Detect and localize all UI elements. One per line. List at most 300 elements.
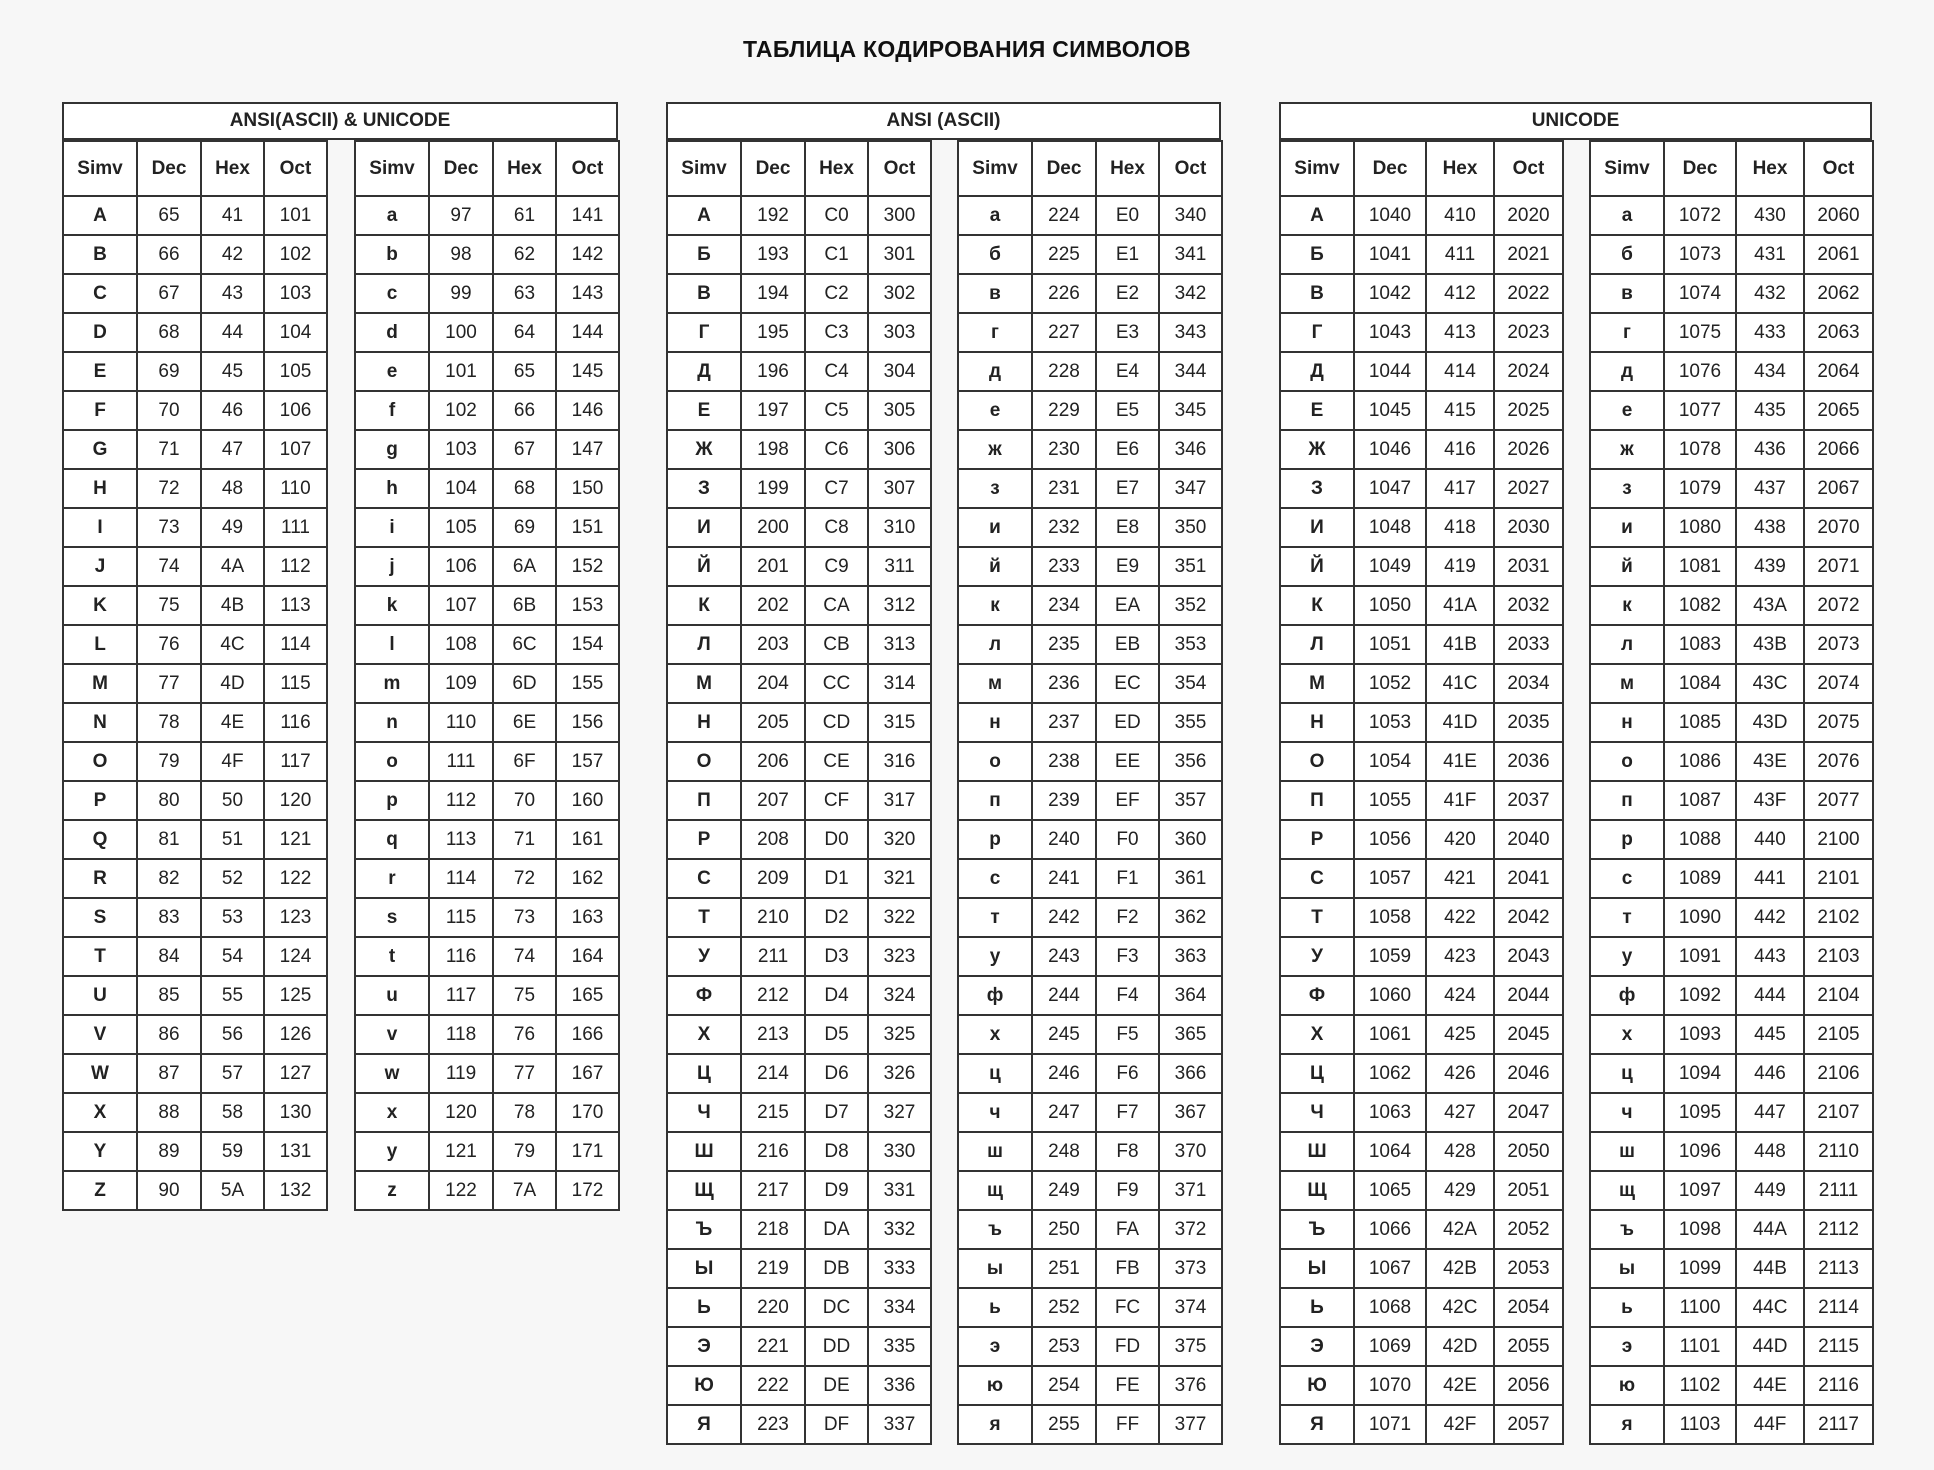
dec-cell: 231 (1032, 469, 1096, 508)
hex-cell: 66 (493, 391, 556, 430)
oct-cell: 146 (556, 391, 619, 430)
symbol-cell: О (1280, 742, 1354, 781)
table-row (958, 1054, 1222, 1093)
symbol-cell: Б (1280, 235, 1354, 274)
table-header-row (667, 141, 931, 196)
oct-cell: 150 (556, 469, 619, 508)
table-row (1590, 664, 1873, 703)
symbol-cell: Х (1280, 1015, 1354, 1054)
column-header-oct: Oct (264, 141, 327, 196)
hex-cell: 68 (493, 469, 556, 508)
hex-cell: 447 (1736, 1093, 1804, 1132)
dec-cell: 1070 (1354, 1366, 1426, 1405)
dec-cell: 204 (741, 664, 805, 703)
dec-cell: 1063 (1354, 1093, 1426, 1132)
oct-cell: 2073 (1804, 625, 1873, 664)
table-row (1590, 742, 1873, 781)
symbol-cell: Ц (667, 1054, 741, 1093)
symbol-cell: д (958, 352, 1032, 391)
symbol-cell: s (355, 898, 429, 937)
symbol-cell: Ж (1280, 430, 1354, 469)
hex-cell: D6 (805, 1054, 868, 1093)
table-row (1280, 547, 1563, 586)
symbol-cell: ф (958, 976, 1032, 1015)
oct-cell: 2063 (1804, 313, 1873, 352)
symbol-cell: с (1590, 859, 1664, 898)
oct-cell: 2037 (1494, 781, 1563, 820)
symbol-cell: l (355, 625, 429, 664)
oct-cell: 171 (556, 1132, 619, 1171)
hex-cell: 419 (1426, 547, 1494, 586)
dec-cell: 207 (741, 781, 805, 820)
dec-cell: 1078 (1664, 430, 1736, 469)
table-row (1590, 898, 1873, 937)
symbol-cell: п (1590, 781, 1664, 820)
table-row (958, 898, 1222, 937)
hex-cell: C3 (805, 313, 868, 352)
hex-cell: E3 (1096, 313, 1159, 352)
table-row (355, 235, 619, 274)
symbol-cell: т (958, 898, 1032, 937)
oct-cell: 2052 (1494, 1210, 1563, 1249)
table-row (667, 430, 931, 469)
dec-cell: 255 (1032, 1405, 1096, 1444)
dec-cell: 226 (1032, 274, 1096, 313)
column-header-hex: Hex (493, 141, 556, 196)
hex-cell: DF (805, 1405, 868, 1444)
table-row (355, 274, 619, 313)
dec-cell: 122 (429, 1171, 493, 1210)
hex-cell: E9 (1096, 547, 1159, 586)
hex-cell: 446 (1736, 1054, 1804, 1093)
oct-cell: 2104 (1804, 976, 1873, 1015)
hex-cell: CA (805, 586, 868, 625)
oct-cell: 376 (1159, 1366, 1222, 1405)
dec-cell: 1072 (1664, 196, 1736, 235)
hex-cell: 73 (493, 898, 556, 937)
oct-cell: 325 (868, 1015, 931, 1054)
oct-cell: 2036 (1494, 742, 1563, 781)
symbol-cell: ж (958, 430, 1032, 469)
symbol-cell: Ы (667, 1249, 741, 1288)
table-row (1280, 1405, 1563, 1444)
symbol-cell: л (1590, 625, 1664, 664)
table-row (958, 547, 1222, 586)
dec-cell: 115 (429, 898, 493, 937)
table-row (1590, 196, 1873, 235)
hex-cell: 6C (493, 625, 556, 664)
oct-cell: 305 (868, 391, 931, 430)
oct-cell: 343 (1159, 313, 1222, 352)
dec-cell: 69 (137, 352, 201, 391)
table-row (355, 196, 619, 235)
hex-cell: 42B (1426, 1249, 1494, 1288)
dec-cell: 225 (1032, 235, 1096, 274)
dec-cell: 82 (137, 859, 201, 898)
symbol-cell: Н (1280, 703, 1354, 742)
symbol-cell: э (1590, 1327, 1664, 1366)
table-row (958, 781, 1222, 820)
oct-cell: 160 (556, 781, 619, 820)
dec-cell: 1097 (1664, 1171, 1736, 1210)
table-row (355, 1015, 619, 1054)
symbol-cell: А (1280, 196, 1354, 235)
dec-cell: 1045 (1354, 391, 1426, 430)
table-row (1280, 274, 1563, 313)
table-row (1590, 1054, 1873, 1093)
symbol-cell: р (1590, 820, 1664, 859)
oct-cell: 302 (868, 274, 931, 313)
symbol-cell: М (667, 664, 741, 703)
dec-cell: 196 (741, 352, 805, 391)
hex-cell: E5 (1096, 391, 1159, 430)
hex-cell: 4A (201, 547, 264, 586)
table-row (1280, 1054, 1563, 1093)
table-row (63, 274, 327, 313)
oct-cell: 112 (264, 547, 327, 586)
dec-cell: 114 (429, 859, 493, 898)
oct-cell: 105 (264, 352, 327, 391)
symbol-cell: x (355, 1093, 429, 1132)
dec-cell: 1048 (1354, 508, 1426, 547)
table-row (667, 508, 931, 547)
dec-cell: 210 (741, 898, 805, 937)
table-row (667, 859, 931, 898)
symbol-cell: L (63, 625, 137, 664)
hex-cell: 43E (1736, 742, 1804, 781)
dec-cell: 84 (137, 937, 201, 976)
table-row (355, 469, 619, 508)
dec-cell: 1051 (1354, 625, 1426, 664)
oct-cell: 362 (1159, 898, 1222, 937)
table-row (1590, 430, 1873, 469)
oct-cell: 350 (1159, 508, 1222, 547)
hex-cell: 50 (201, 781, 264, 820)
symbol-cell: ш (958, 1132, 1032, 1171)
oct-cell: 170 (556, 1093, 619, 1132)
dec-cell: 112 (429, 781, 493, 820)
dec-cell: 1060 (1354, 976, 1426, 1015)
symbol-cell: D (63, 313, 137, 352)
dec-cell: 1099 (1664, 1249, 1736, 1288)
oct-cell: 172 (556, 1171, 619, 1210)
dec-cell: 205 (741, 703, 805, 742)
hex-cell: D3 (805, 937, 868, 976)
table-row (667, 469, 931, 508)
symbol-cell: A (63, 196, 137, 235)
dec-cell: 1101 (1664, 1327, 1736, 1366)
dec-cell: 218 (741, 1210, 805, 1249)
oct-cell: 156 (556, 703, 619, 742)
table-row (667, 1405, 931, 1444)
dec-cell: 1092 (1664, 976, 1736, 1015)
hex-cell: CB (805, 625, 868, 664)
table-row (355, 820, 619, 859)
dec-cell: 107 (429, 586, 493, 625)
column-header-oct: Oct (1159, 141, 1222, 196)
hex-cell: 426 (1426, 1054, 1494, 1093)
oct-cell: 312 (868, 586, 931, 625)
block-title: UNICODE (1279, 102, 1872, 140)
table-row (63, 430, 327, 469)
symbol-cell: h (355, 469, 429, 508)
oct-cell: 2074 (1804, 664, 1873, 703)
symbol-cell: п (958, 781, 1032, 820)
hex-cell: 4E (201, 703, 264, 742)
column-header-simv: Simv (1590, 141, 1664, 196)
oct-cell: 2077 (1804, 781, 1873, 820)
symbol-cell: m (355, 664, 429, 703)
oct-cell: 2112 (1804, 1210, 1873, 1249)
table-row (63, 664, 327, 703)
symbol-cell: R (63, 859, 137, 898)
hex-cell: 443 (1736, 937, 1804, 976)
column-header-dec: Dec (1664, 141, 1736, 196)
hex-cell: 63 (493, 274, 556, 313)
dec-cell: 1081 (1664, 547, 1736, 586)
hex-cell: 67 (493, 430, 556, 469)
dec-cell: 101 (429, 352, 493, 391)
symbol-cell: ц (958, 1054, 1032, 1093)
hex-cell: DC (805, 1288, 868, 1327)
symbol-cell: щ (1590, 1171, 1664, 1210)
symbol-cell: Л (667, 625, 741, 664)
dec-cell: 200 (741, 508, 805, 547)
oct-cell: 132 (264, 1171, 327, 1210)
table-row (355, 781, 619, 820)
dec-cell: 1085 (1664, 703, 1736, 742)
symbol-cell: Ю (667, 1366, 741, 1405)
oct-cell: 126 (264, 1015, 327, 1054)
symbol-cell: ш (1590, 1132, 1664, 1171)
symbol-cell: n (355, 703, 429, 742)
oct-cell: 333 (868, 1249, 931, 1288)
symbol-cell: Ц (1280, 1054, 1354, 1093)
table-row (63, 1093, 327, 1132)
table-row (1280, 235, 1563, 274)
dec-cell: 220 (741, 1288, 805, 1327)
oct-cell: 2032 (1494, 586, 1563, 625)
dec-cell: 106 (429, 547, 493, 586)
symbol-cell: ъ (1590, 1210, 1664, 1249)
hex-cell: 79 (493, 1132, 556, 1171)
dec-cell: 219 (741, 1249, 805, 1288)
hex-cell: 41D (1426, 703, 1494, 742)
symbol-cell: е (1590, 391, 1664, 430)
dec-cell: 237 (1032, 703, 1096, 742)
dec-cell: 252 (1032, 1288, 1096, 1327)
oct-cell: 107 (264, 430, 327, 469)
table-row (355, 937, 619, 976)
hex-cell: CC (805, 664, 868, 703)
dec-cell: 243 (1032, 937, 1096, 976)
code-table-unicode-lower (1589, 140, 1874, 1445)
hex-cell: C8 (805, 508, 868, 547)
symbol-cell: g (355, 430, 429, 469)
hex-cell: E0 (1096, 196, 1159, 235)
column-header-simv: Simv (958, 141, 1032, 196)
dec-cell: 79 (137, 742, 201, 781)
oct-cell: 2055 (1494, 1327, 1563, 1366)
hex-cell: 41B (1426, 625, 1494, 664)
dec-cell: 117 (429, 976, 493, 1015)
oct-cell: 104 (264, 313, 327, 352)
table-row (63, 898, 327, 937)
table-row (667, 1210, 931, 1249)
oct-cell: 2054 (1494, 1288, 1563, 1327)
oct-cell: 143 (556, 274, 619, 313)
oct-cell: 2064 (1804, 352, 1873, 391)
hex-cell: 52 (201, 859, 264, 898)
oct-cell: 125 (264, 976, 327, 1015)
symbol-cell: о (958, 742, 1032, 781)
oct-cell: 340 (1159, 196, 1222, 235)
table-row (667, 313, 931, 352)
hex-cell: 422 (1426, 898, 1494, 937)
oct-cell: 2105 (1804, 1015, 1873, 1054)
symbol-cell: й (958, 547, 1032, 586)
hex-cell: CF (805, 781, 868, 820)
symbol-cell: P (63, 781, 137, 820)
table-row (667, 898, 931, 937)
symbol-cell: X (63, 1093, 137, 1132)
symbol-cell: Ж (667, 430, 741, 469)
hex-cell: 6E (493, 703, 556, 742)
symbol-cell: z (355, 1171, 429, 1210)
table-row (1590, 469, 1873, 508)
table-row (958, 1093, 1222, 1132)
dec-cell: 66 (137, 235, 201, 274)
symbol-cell: с (958, 859, 1032, 898)
table-row (1280, 196, 1563, 235)
table-row (63, 781, 327, 820)
table-row (667, 1327, 931, 1366)
hex-cell: 49 (201, 508, 264, 547)
table-row (1280, 313, 1563, 352)
oct-cell: 145 (556, 352, 619, 391)
oct-cell: 341 (1159, 235, 1222, 274)
symbol-cell: a (355, 196, 429, 235)
symbol-cell: Е (667, 391, 741, 430)
table-row (355, 547, 619, 586)
symbol-cell: М (1280, 664, 1354, 703)
dec-cell: 100 (429, 313, 493, 352)
oct-cell: 301 (868, 235, 931, 274)
table-row (958, 508, 1222, 547)
oct-cell: 314 (868, 664, 931, 703)
hex-cell: 44A (1736, 1210, 1804, 1249)
hex-cell: 421 (1426, 859, 1494, 898)
dec-cell: 1044 (1354, 352, 1426, 391)
oct-cell: 113 (264, 586, 327, 625)
dec-cell: 1103 (1664, 1405, 1736, 1444)
oct-cell: 166 (556, 1015, 619, 1054)
table-header-row (1280, 141, 1563, 196)
dec-cell: 1100 (1664, 1288, 1736, 1327)
dec-cell: 1068 (1354, 1288, 1426, 1327)
symbol-cell: а (958, 196, 1032, 235)
oct-cell: 120 (264, 781, 327, 820)
symbol-cell: e (355, 352, 429, 391)
table-row (355, 313, 619, 352)
symbol-cell: O (63, 742, 137, 781)
hex-cell: 41E (1426, 742, 1494, 781)
dec-cell: 254 (1032, 1366, 1096, 1405)
hex-cell: 44F (1736, 1405, 1804, 1444)
dec-cell: 1079 (1664, 469, 1736, 508)
hex-cell: FD (1096, 1327, 1159, 1366)
hex-cell: C2 (805, 274, 868, 313)
hex-cell: 57 (201, 1054, 264, 1093)
symbol-cell: А (667, 196, 741, 235)
symbol-cell: ч (1590, 1093, 1664, 1132)
symbol-cell: е (958, 391, 1032, 430)
hex-cell: 42A (1426, 1210, 1494, 1249)
hex-cell: EC (1096, 664, 1159, 703)
dec-cell: 99 (429, 274, 493, 313)
dec-cell: 244 (1032, 976, 1096, 1015)
table-row (667, 937, 931, 976)
hex-cell: DB (805, 1249, 868, 1288)
table-row (1280, 703, 1563, 742)
hex-cell: EA (1096, 586, 1159, 625)
dec-cell: 89 (137, 1132, 201, 1171)
hex-cell: 416 (1426, 430, 1494, 469)
oct-cell: 321 (868, 859, 931, 898)
hex-cell: 6A (493, 547, 556, 586)
hex-cell: E2 (1096, 274, 1159, 313)
dec-cell: 253 (1032, 1327, 1096, 1366)
table-row (667, 196, 931, 235)
hex-cell: 4F (201, 742, 264, 781)
symbol-cell: И (667, 508, 741, 547)
oct-cell: 2041 (1494, 859, 1563, 898)
hex-cell: FE (1096, 1366, 1159, 1405)
symbol-cell: Х (667, 1015, 741, 1054)
table-row (958, 820, 1222, 859)
symbol-cell: й (1590, 547, 1664, 586)
hex-cell: C6 (805, 430, 868, 469)
hex-cell: 4D (201, 664, 264, 703)
table-row (1280, 859, 1563, 898)
symbol-cell: з (1590, 469, 1664, 508)
oct-cell: 151 (556, 508, 619, 547)
hex-cell: 41C (1426, 664, 1494, 703)
hex-cell: 71 (493, 820, 556, 859)
table-row (63, 391, 327, 430)
dec-cell: 228 (1032, 352, 1096, 391)
symbol-cell: J (63, 547, 137, 586)
hex-cell: 58 (201, 1093, 264, 1132)
dec-cell: 1093 (1664, 1015, 1736, 1054)
oct-cell: 2020 (1494, 196, 1563, 235)
oct-cell: 2107 (1804, 1093, 1873, 1132)
symbol-cell: Л (1280, 625, 1354, 664)
dec-cell: 242 (1032, 898, 1096, 937)
hex-cell: 438 (1736, 508, 1804, 547)
oct-cell: 373 (1159, 1249, 1222, 1288)
oct-cell: 355 (1159, 703, 1222, 742)
hex-cell: 43A (1736, 586, 1804, 625)
column-header-oct: Oct (1804, 141, 1873, 196)
oct-cell: 317 (868, 781, 931, 820)
table-row (667, 1249, 931, 1288)
symbol-cell: Ю (1280, 1366, 1354, 1405)
column-header-simv: Simv (667, 141, 741, 196)
dec-cell: 221 (741, 1327, 805, 1366)
hex-cell: 42D (1426, 1327, 1494, 1366)
column-header-hex: Hex (201, 141, 264, 196)
